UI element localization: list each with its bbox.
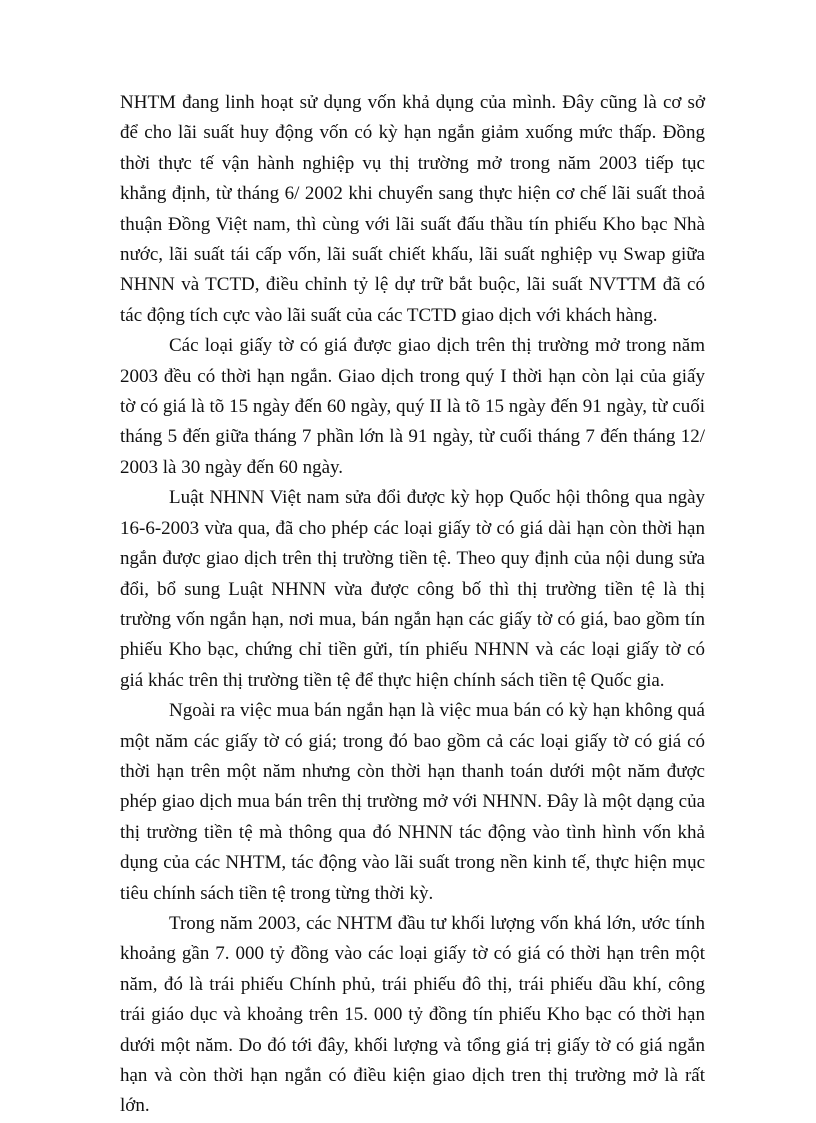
paragraph-3: Luật NHNN Việt nam sửa đổi được kỳ họp Quốc hội thông qua ngày 16-6-2003 vừa qua, đã cho phép các loại giấy tờ có giá dài hạn còn thời hạn ngắn được giao dịch trên thị trường tiền tệ. Theo quy định của nội dung sửa đổi, bổ sung Luật NHNN vừa được công bố thì thị trường tiền tệ là thị trường vốn ngắn hạn, nơi mua, bán ngắn hạn các giấy tờ có giá, bao gồm tín phiếu Kho bạc, chứng chỉ tiền gửi, tín phiếu NHNN và các loại giấy tờ có giá khác trên thị trường tiền tệ để thực hiện chính sách tiền tệ Quốc gia. <box>120 487 705 691</box>
paragraph-1: NHTM đang linh hoạt sử dụng vốn khả dụng của mình. Đây cũng là cơ sở để cho lãi suất huy động vốn có kỳ hạn ngắn giảm xuống mức thấp. Đồng thời thực tế vận hành nghiệp vụ thị trường mở trong năm 2003 tiếp tục khẳng định, từ tháng 6/ 2002 khi chuyển sang thực hiện cơ chế lãi suất thoả thuận Đồng Việt nam, thì cùng với lãi suất đấu thầu tín phiếu Kho bạc Nhà nước, lãi suất tái cấp vốn, lãi suất chiết khấu, lãi suất nghiệp vụ Swap giữa NHNN và TCTD, điều chỉnh tỷ lệ dự trữ bắt buộc, lãi suất NVTTM đã có tác động tích cực vào lãi suất của các TCTD giao dịch với khách hàng. <box>120 92 705 326</box>
document-body <box>120 88 705 1122</box>
paragraph-2: Các loại giấy tờ có giá được giao dịch trên thị trường mở trong năm 2003 đều có thời hạn ngắn. Giao dịch trong quý I thời hạn còn lại của giấy tờ có giá là tõ 15 ngày đến 60 ngày, quý II là tõ 15 ngày đến 91 ngày, từ cuối tháng 5 đến giữa tháng 7 phần lớn là 91 ngày, từ cuối tháng 7 đến tháng 12/ 2003 là 30 ngày đến 60 ngày. <box>120 335 705 478</box>
paragraph-5: Trong năm 2003, các NHTM đầu tư khối lượng vốn khá lớn, ước tính khoảng gần 7. 000 tỷ đồng vào các loại giấy tờ có giá có thời hạn trên một năm, đó là trái phiếu Chính phủ, trái phiếu đô thị, trái phiếu dầu khí, công trái giáo dục và khoảng trên 15. 000 tỷ đồng tín phiếu Kho bạc có thời hạn dưới một năm. Do đó tới đây, khối lượng và tổng giá trị giấy tờ có giá ngắn hạn và còn thời hạn ngắn có điều kiện giao dịch tren thị trường mở là rất lớn. <box>120 912 705 1117</box>
paragraph-4: Ngoài ra việc mua bán ngắn hạn là việc mua bán có kỳ hạn không quá một năm các giấy tờ có giá; trong đó bao gồm cả các loại giấy tờ có giá có thời hạn trên một năm nhưng còn thời hạn thanh toán dưới một năm được phép giao dịch mua bán trên thị trường mở với NHNN. Đây là một dạng của thị trường tiền tệ mà thông qua đó NHNN tác động vào tình hình vốn khả dụng của các NHTM, tác động vào lãi suất trong nền kinh tế, thực hiện mục tiêu chính sách tiền tệ trong từng thời kỳ. <box>120 700 705 904</box>
